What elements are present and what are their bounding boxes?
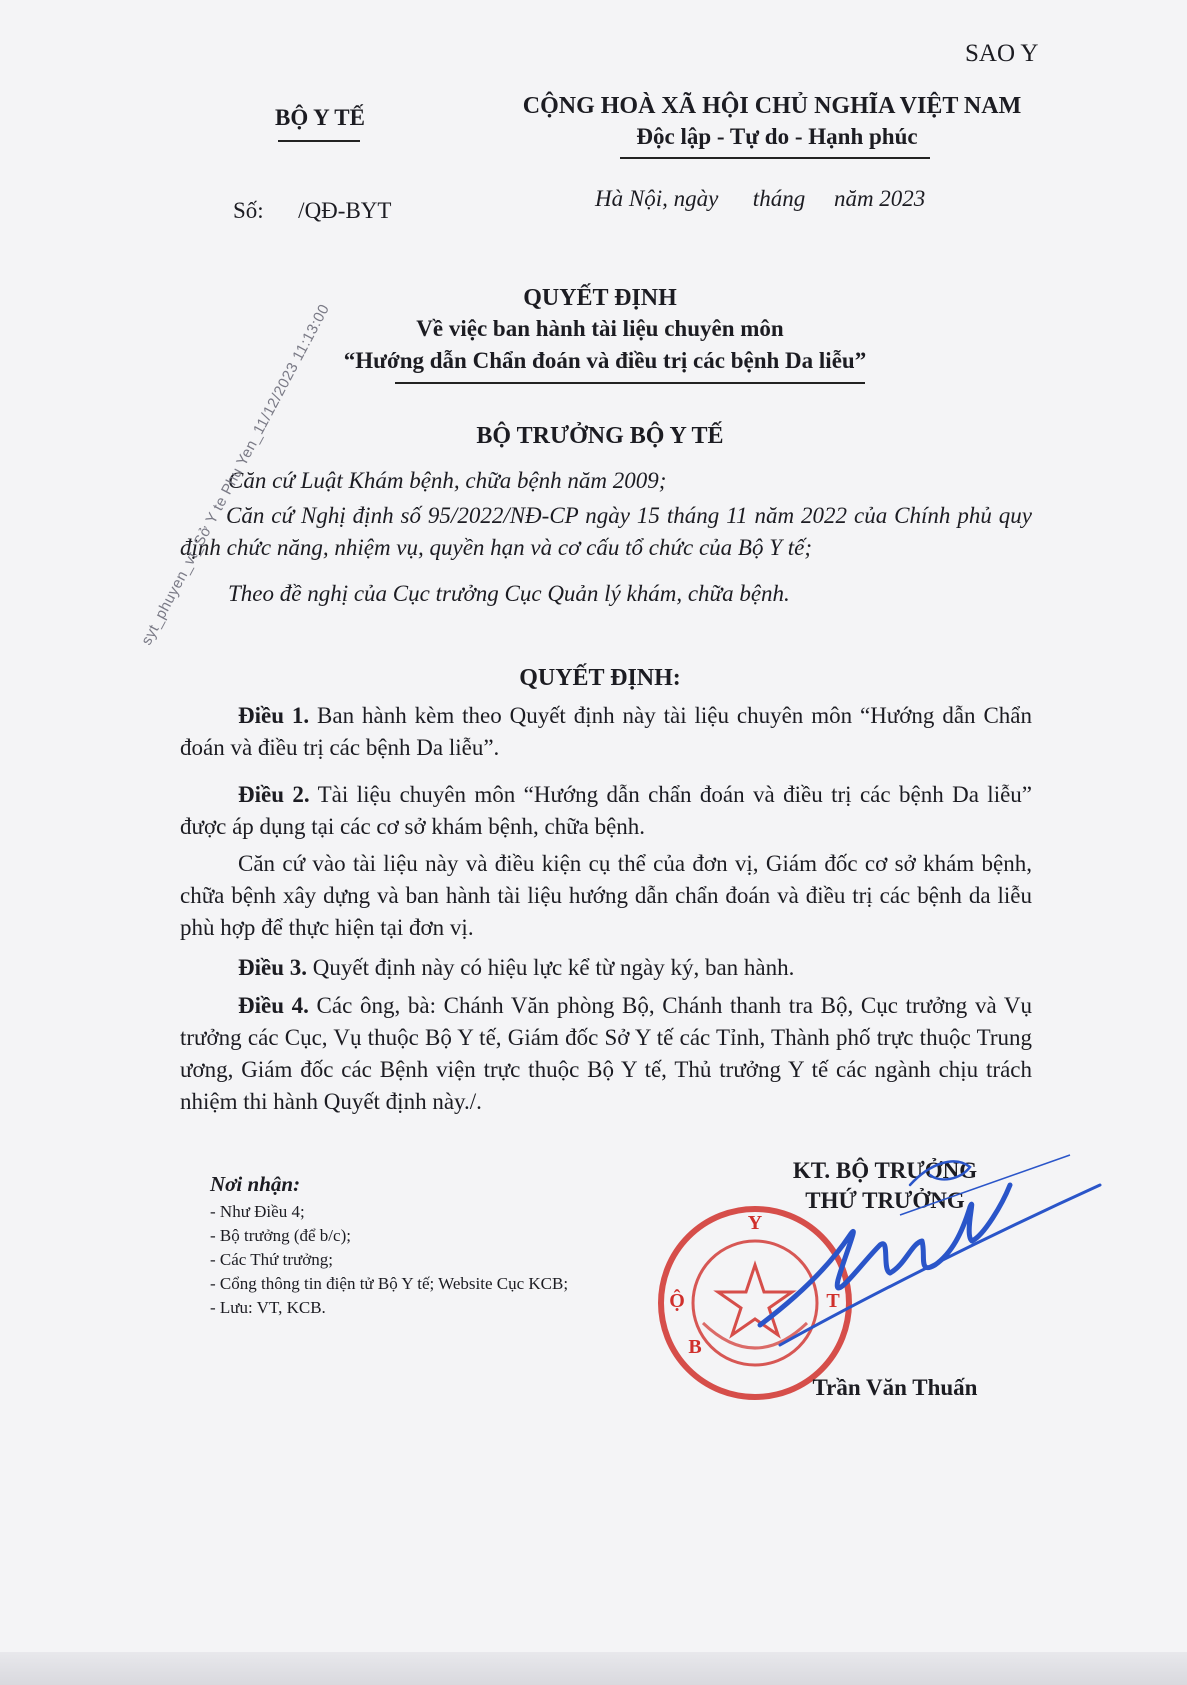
article-1-label: Điều 1. <box>238 703 310 728</box>
svg-text:Y: Y <box>747 1212 763 1234</box>
svg-text:Ộ: Ộ <box>669 1290 685 1312</box>
recipient-item: - Cổng thông tin điện tử Bộ Y tế; Website Cục KCB; <box>210 1274 569 1293</box>
handwritten-signature-icon <box>740 1145 1120 1375</box>
issuer-heading: BỘ TRƯỞNG BỘ Y TẾ <box>476 423 724 449</box>
article-3-label: Điều 3. <box>238 955 307 980</box>
signer-role-line2: THỨ TRƯỞNG <box>805 1188 965 1213</box>
article-3 <box>180 952 1032 984</box>
ministry-name: BỘ Y TẾ <box>275 105 365 130</box>
article-1 <box>180 700 1032 764</box>
legal-basis-3: Theo đề nghị của Cục trưởng Cục Quản lý khám, chữa bệnh. <box>228 581 790 606</box>
article-4 <box>180 990 1032 1118</box>
signer-name: Trần Văn Thuấn <box>812 1375 978 1400</box>
article-1-text: Ban hành kèm theo Quyết định này tài liệu chuyên môn “Hướng dẫn Chẩn đoán và điều trị các bệnh Da liễu”. <box>180 703 1032 760</box>
motto-underline <box>620 157 930 159</box>
ministry-underline <box>278 140 360 142</box>
svg-text:B: B <box>688 1336 702 1358</box>
article-4-label: Điều 4. <box>238 993 309 1018</box>
signer-role-line1: KT. BỘ TRƯỞNG <box>792 1158 978 1183</box>
recipient-item: - Lưu: VT, KCB. <box>210 1298 326 1317</box>
article-2-text: Tài liệu chuyên môn “Hướng dẫn chẩn đoán và điều trị các bệnh Da liễu” được áp dụng tại các cơ sở khám bệnh, chữa bệnh. <box>180 782 1033 839</box>
document-number: Số: /QĐ-BYT <box>233 198 392 223</box>
digital-copy-watermark: syt_phuyen_vt_Sở Y te Phu Yen_11/12/2023 11:13:00 <box>138 301 334 648</box>
article-2-paragraph-2: Căn cứ vào tài liệu này và điều kiện cụ thể của đơn vị, Giám đốc cơ sở khám bệnh, chữa bệnh xây dựng và ban hành tài liệu hướng dẫn chẩn đoán và điều trị các bệnh da liễu phù hợp để thực hiện tại đơn vị. <box>180 851 1032 940</box>
scan-bottom-edge <box>0 1652 1187 1685</box>
place-date: Hà Nội, ngày tháng năm 2023 <box>595 186 926 211</box>
nation-heading: CỘNG HOÀ XÃ HỘI CHỦ NGHĨA VIỆT NAM <box>522 93 1022 119</box>
recipients-title-text: Nơi nhận <box>210 1172 294 1196</box>
article-4-text: Các ông, bà: Chánh Văn phòng Bộ, Chánh thanh tra Bộ, Cục trưởng và Vụ trưởng các Cục, Vụ thuộc Bộ Y tế, Giám đốc Sở Y tế các Tỉnh, Thành phố trực thuộc Trung ương, Giám đốc các Bệnh viện trực thuộc Bộ Y tế, Thủ trưởng Y tế các ngành chịu trách nhiệm thi hành Quyết định này./. <box>180 993 1032 1114</box>
decision-subject-line1: Về việc ban hành tài liệu chuyên môn <box>416 316 784 341</box>
copy-label: SAO Y <box>965 40 1039 67</box>
article-2 <box>180 779 1032 843</box>
article-2-label: Điều 2. <box>238 782 310 807</box>
article-3-text: Quyết định này có hiệu lực kể từ ngày ký, ban hành. <box>307 955 795 980</box>
recipients-list <box>210 1200 568 1320</box>
recipient-item: - Bộ trưởng (để b/c); <box>210 1226 351 1245</box>
legal-basis-1: Căn cứ Luật Khám bệnh, chữa bệnh năm 2009; <box>228 468 667 493</box>
recipient-item: - Các Thứ trưởng; <box>210 1250 333 1269</box>
decision-heading: QUYẾT ĐỊNH: <box>519 665 681 691</box>
subject-underline <box>395 382 865 384</box>
motto: Độc lập - Tự do - Hạnh phúc <box>636 124 918 149</box>
decision-title: QUYẾT ĐỊNH <box>523 285 677 311</box>
recipients-title: Nơi nhận: <box>210 1172 301 1196</box>
decision-subject-line2: “Hướng dẫn Chẩn đoán và điều trị các bệnh Da liễu” <box>343 348 867 373</box>
recipient-item: - Như Điều 4; <box>210 1202 305 1221</box>
legal-basis-2: Căn cứ Nghị định số 95/2022/NĐ-CP ngày 15 tháng 11 năm 2022 của Chính phủ quy định chức năng, nhiệm vụ, quyền hạn và cơ cấu tổ chức của Bộ Y tế; <box>180 503 1032 560</box>
svg-text:T: T <box>826 1290 840 1312</box>
